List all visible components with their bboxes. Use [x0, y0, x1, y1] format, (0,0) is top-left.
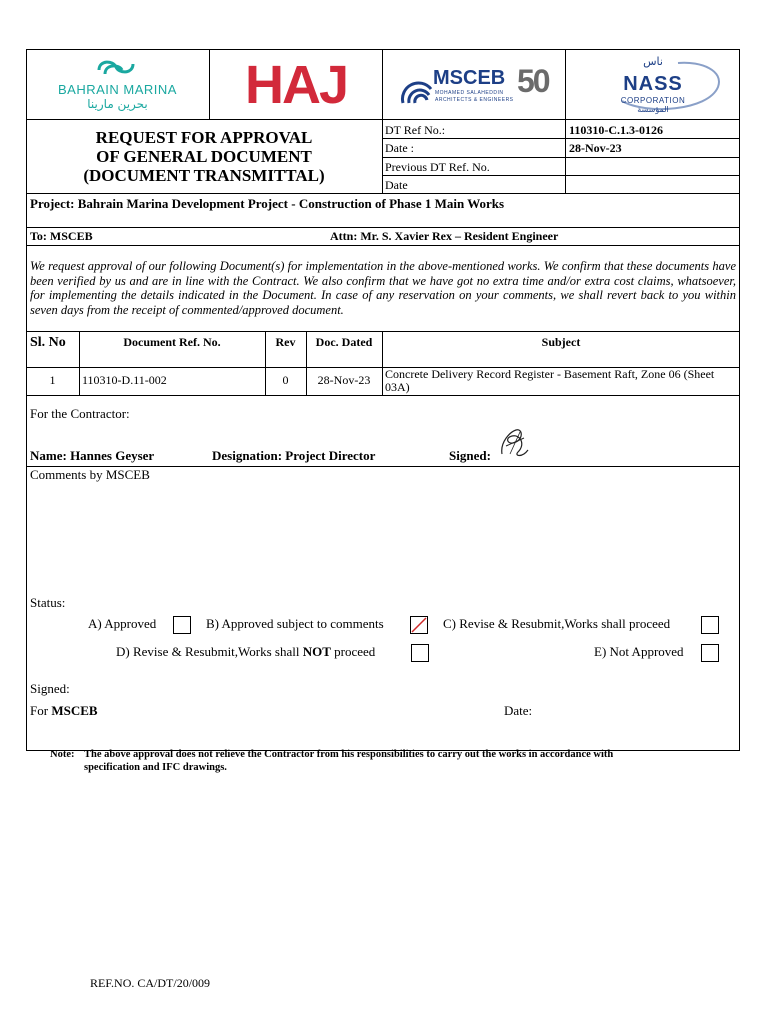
date-value: 28-Nov-23 — [569, 141, 622, 155]
signature-image — [496, 424, 532, 462]
status-option-e-checkbox[interactable] — [701, 644, 719, 662]
for-msceb-label: For MSCEB — [30, 703, 98, 718]
msceb-signed-label: Signed: — [30, 681, 70, 696]
previous-dt-ref-label: Previous DT Ref. No. — [385, 160, 490, 174]
comments-block — [26, 467, 740, 751]
intro-paragraph — [26, 246, 740, 332]
footer-ref-no: REF.NO. CA/DT/20/009 — [90, 976, 211, 990]
project-row — [26, 194, 740, 228]
nass-logo — [566, 49, 740, 120]
nass-ar: ناس — [643, 55, 663, 68]
status-option-c-checkbox[interactable] — [701, 616, 719, 634]
nass-sub-ar: المؤسسة — [637, 105, 669, 114]
msceb-sub2: ARCHITECTS & ENGINEERS — [435, 97, 514, 103]
status-option-e-label: E) Not Approved — [594, 644, 684, 659]
for-contractor-label: For the Contractor: — [30, 406, 130, 421]
form-title-line3: (DOCUMENT TRANSMITTAL) — [83, 166, 325, 185]
dt-ref-label: DT Ref No.: — [385, 123, 446, 137]
to-row — [26, 228, 740, 246]
dt-ref-value: 110310-C.1.3-0126 — [569, 123, 663, 137]
col-header-doc-ref: Document Ref. No. — [123, 335, 221, 349]
comments-label: Comments by MSCEB — [30, 467, 150, 482]
nass-wordmark: NASS — [623, 73, 683, 95]
col-header-sl-no: Sl. No — [30, 335, 66, 350]
msceb-sub1: MOHAMED SALAHEDDIN — [435, 90, 504, 96]
attention-line: Attn: Mr. S. Xavier Rex – Resident Engineer — [330, 229, 559, 243]
haj-logo: HAJ — [244, 55, 348, 115]
status-label: Status: — [30, 595, 66, 610]
msceb-date-label: Date: — [504, 703, 533, 718]
col-header-doc-dated: Doc. Dated — [315, 335, 373, 349]
contractor-designation: Designation: Project Director — [212, 448, 376, 463]
bahrain-marina-logo — [26, 49, 209, 120]
note-text-line1: The above approval does not relieve the Contractor from his responsibilities to carry out the works in accordance with — [84, 749, 614, 760]
contractor-name: Name: Hannes Geyser — [30, 448, 155, 463]
table-row-subject: Concrete Delivery Record Register - Basement Raft, Zone 06 (Sheet 03A) — [385, 367, 715, 394]
table-row-sl-no: 1 — [49, 373, 56, 387]
table-row-rev: 0 — [282, 373, 289, 387]
bahrain-marina-ar: بحرين مارينا — [87, 97, 148, 111]
status-option-b-checkbox[interactable] — [410, 616, 428, 634]
table-row-doc-ref: 110310-D.11-002 — [82, 373, 167, 387]
msceb-logo — [383, 49, 565, 120]
status-option-d-label: D) Revise & Resubmit,Works shall NOT proceed — [116, 644, 376, 659]
msceb-50-badge: 50 — [517, 63, 549, 99]
project-title: Project: Bahrain Marina Development Project - Construction of Phase 1 Main Works — [30, 196, 505, 211]
status-option-a-checkbox[interactable] — [173, 616, 191, 634]
to-recipient: To: MSCEB — [30, 229, 93, 243]
form-title-line1: REQUEST FOR APPROVAL — [95, 128, 313, 147]
note-text-line2: specification and IFC drawings. — [84, 762, 227, 773]
contractor-signed-label: Signed: — [449, 448, 491, 463]
nass-sub: CORPORATION — [620, 96, 686, 105]
msceb-arc-icon — [400, 69, 434, 105]
note-label: Note: — [50, 749, 75, 760]
status-option-b-check-mark-icon — [411, 617, 427, 633]
status-option-d-checkbox[interactable] — [411, 644, 429, 662]
bahrain-marina-en: BAHRAIN MARINA — [58, 82, 177, 97]
form-title-line2: OF GENERAL DOCUMENT — [96, 147, 312, 166]
bahrain-marina-icon — [95, 56, 137, 78]
status-option-b-label: B) Approved subject to comments — [206, 616, 384, 631]
status-option-a-label: A) Approved — [88, 616, 157, 631]
col-header-subject: Subject — [541, 335, 581, 349]
table-row-doc-dated: 28-Nov-23 — [317, 373, 371, 387]
contractor-block — [26, 396, 740, 467]
previous-date-label: Date — [385, 178, 408, 192]
intro-text: We request approval of our following Document(s) for implementation in the above-mentioned works. We confirm that these documents have been verified by us and are in line with the Contract. We also confirm that we have got no extra time and/or extra cost claims, whatsoever, for implementing the details indicated in the Document. In case of any reservation on your comments, we shall revert back to you within seven days from the receipt of commented/approved document. — [30, 259, 736, 317]
status-option-c-label: C) Revise & Resubmit,Works shall proceed — [443, 616, 671, 631]
date-label: Date : — [385, 141, 414, 155]
title-block — [26, 120, 740, 194]
msceb-wordmark: MSCEB — [433, 67, 506, 89]
logo-row — [26, 49, 740, 120]
col-header-rev: Rev — [275, 335, 296, 349]
document-table — [26, 332, 740, 396]
